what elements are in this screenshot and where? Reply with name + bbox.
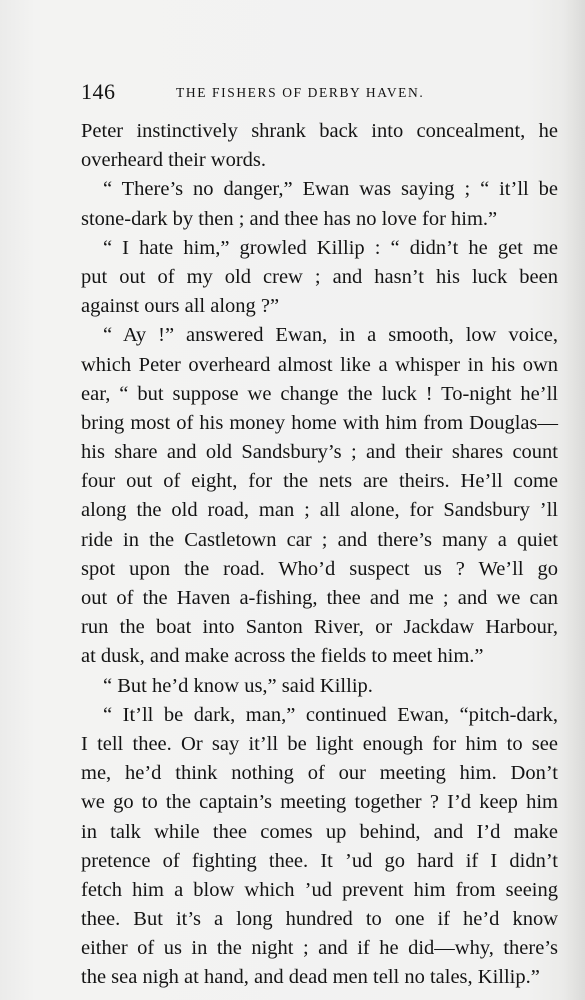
text-line: spot upon the road. Who’d suspect us ? We’ll go xyxy=(81,557,558,580)
text-line: out of the Haven a-fishing, thee and me ; and we can xyxy=(81,587,558,609)
page-edge-shadow xyxy=(563,0,585,1000)
text-line: stone-dark by then ; and thee has no love for him.” xyxy=(81,207,498,230)
running-head: THE FISHERS OF DERBY HAVEN. xyxy=(176,85,425,100)
text-line: “ Ay !” answered Ewan, in a smooth, low voice, xyxy=(103,324,558,347)
text-line: against ours all along ?” xyxy=(81,295,280,318)
text-line: either of us in the night ; and if he did—why, there’s xyxy=(81,937,558,960)
page-number: 146 xyxy=(81,79,116,104)
text-line: thee. But it’s a long hundred to one if he’d know xyxy=(81,908,558,931)
text-line: four out of eight, for the nets are theirs. He’ll come xyxy=(81,470,558,493)
text-line: pretence of fighting thee. It ’ud go hard if I didn’t xyxy=(81,849,558,872)
body-text xyxy=(81,117,558,993)
text-line: Peter instinctively shrank back into concealment, he xyxy=(81,120,558,142)
text-line: we go to the captain’s meeting together ? I’d keep him xyxy=(81,791,558,814)
text-line: I tell thee. Or say it’ll be light enough for him to see xyxy=(81,732,558,755)
text-line: run the boat into Santon River, or Jackdaw Harbour, xyxy=(81,616,558,639)
page-header xyxy=(81,79,558,105)
text-line: “ There’s no danger,” Ewan was saying ; “ it’ll be xyxy=(103,178,558,201)
text-line: put out of my old crew ; and hasn’t his luck been xyxy=(81,265,558,288)
text-line: ear, “ but suppose we change the luck ! To-night he’ll xyxy=(81,382,558,405)
text-line: at dusk, and make across the fields to meet him.” xyxy=(81,645,484,668)
text-line: ride in the Castletown car ; and there’s many a quiet xyxy=(81,528,558,551)
text-line: his share and old Sandsbury’s ; and their shares count xyxy=(81,441,558,464)
text-line: overheard their words. xyxy=(81,149,267,172)
text-line: “ I hate him,” growled Killip : “ didn’t he get me xyxy=(103,236,558,259)
text-line: the sea nigh at hand, and dead men tell no tales, Killip.” xyxy=(81,966,540,989)
text-line: me, he’d think nothing of our meeting him. Don’t xyxy=(81,762,558,785)
text-line: along the old road, man ; all alone, for Sandsbury ’ll xyxy=(81,499,558,522)
text-line: fetch him a blow which ’ud prevent him from seeing xyxy=(81,878,558,901)
text-line: “ It’ll be dark, man,” continued Ewan, “pitch-dark, xyxy=(103,703,558,726)
text-line: bring most of his money home with him from Douglas— xyxy=(81,411,558,434)
text-line: in talk while thee comes up behind, and I’d make xyxy=(81,820,558,843)
text-line: “ But he’d know us,” said Killip. xyxy=(103,674,373,697)
text-line: which Peter overheard almost like a whisper in his own xyxy=(81,353,558,376)
